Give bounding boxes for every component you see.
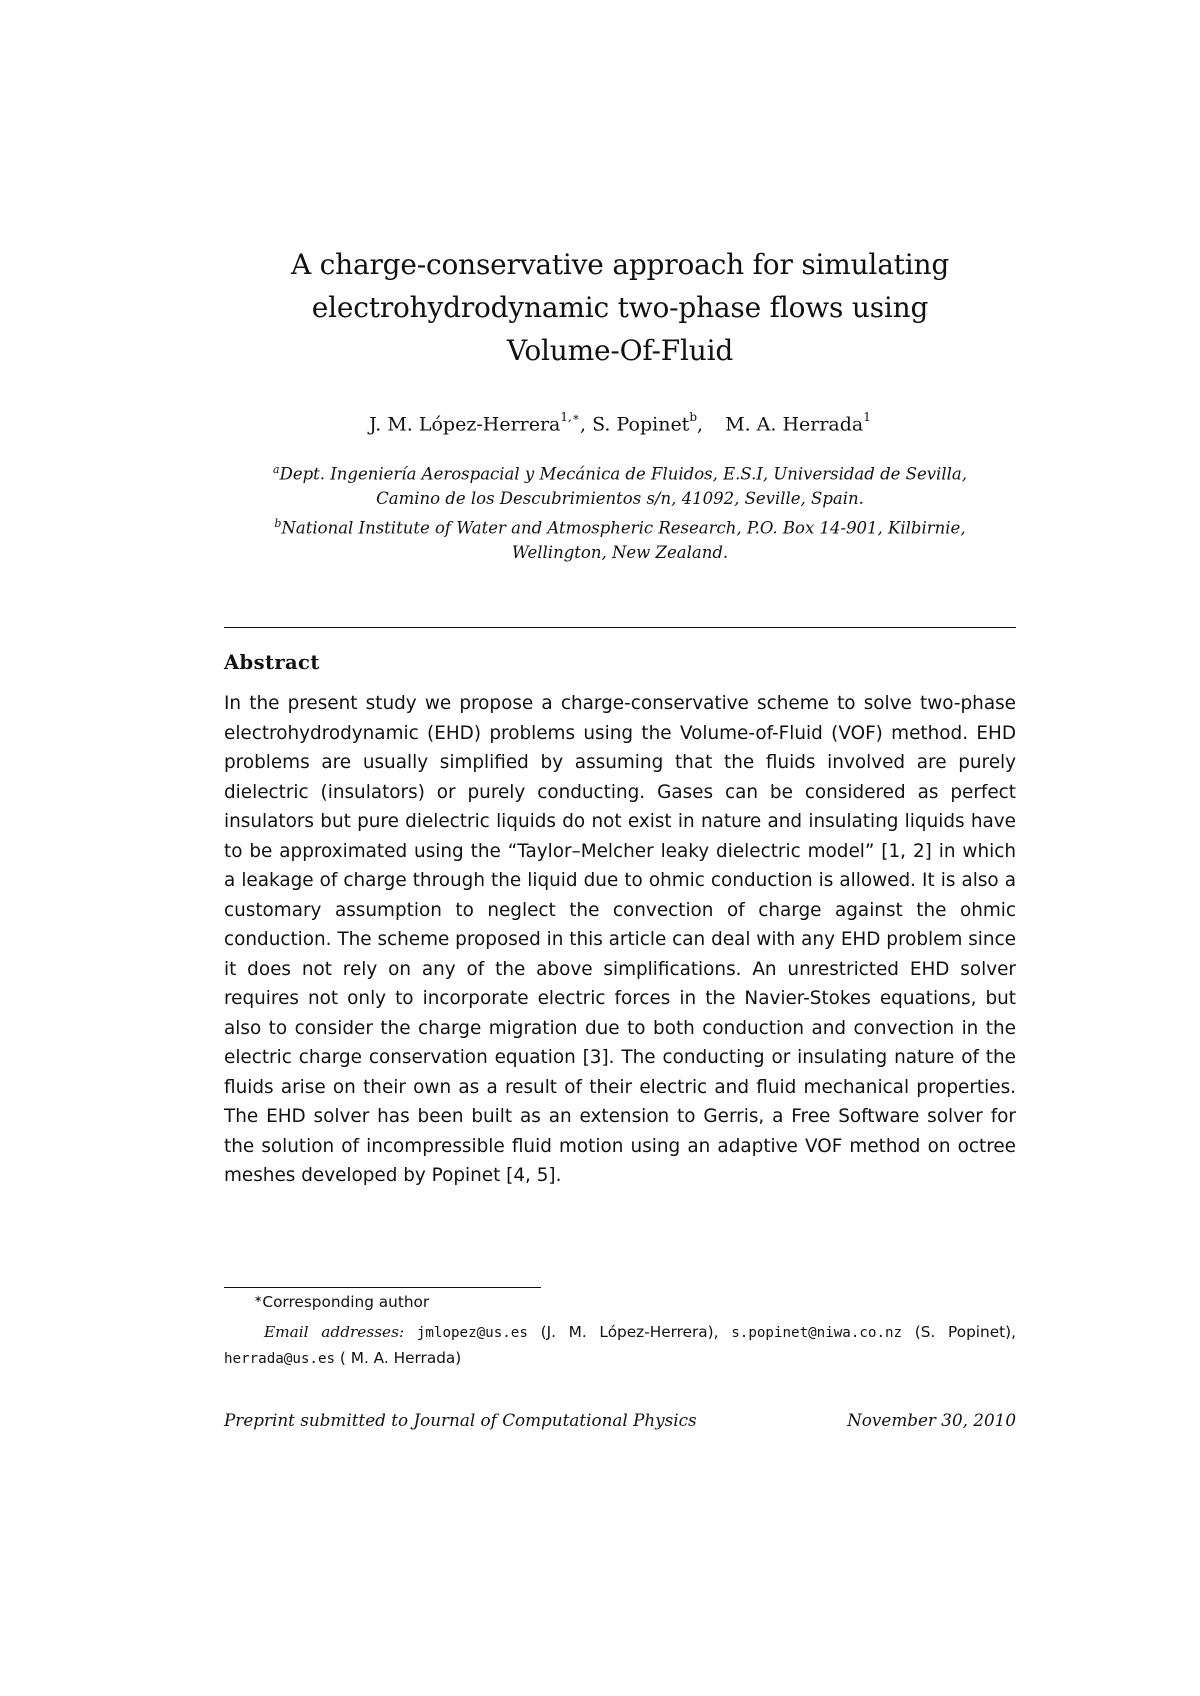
author-name: S. Popinet <box>592 413 690 436</box>
affiliation-mark: a <box>273 463 280 476</box>
corresponding-author-footnote <box>254 1293 429 1311</box>
author-name: M. A. Herrada <box>725 413 864 436</box>
abstract-heading: Abstract <box>224 651 320 674</box>
author-affiliation-mark: b <box>689 410 698 424</box>
author-affiliation-mark: 1,∗ <box>560 410 580 424</box>
email-owner: ( M. A. Herrada) <box>339 1349 462 1367</box>
affiliation-a-line-1 <box>0 458 1200 487</box>
author-name: J. M. López-Herrera <box>369 413 561 436</box>
title-line-1: A charge-conservative approach for simulating <box>290 248 950 281</box>
author-affiliation-mark: 1 <box>863 410 871 424</box>
affiliation-b-line-1 <box>0 512 1200 541</box>
author-separator: , <box>580 413 587 436</box>
affiliation-a-line-2: Camino de los Descubrimientos s/n, 41092, Seville, Spain. <box>376 489 864 509</box>
title-line-2: electrohydrodynamic two-phase flows using <box>311 291 929 324</box>
email-address[interactable]: s.popinet@niwa.co.nz <box>731 1325 903 1341</box>
author-separator: , <box>697 413 704 436</box>
page-footer <box>224 1410 1016 1434</box>
abstract-body: In the present study we propose a charge-conservative scheme to solve two-phase electrohydrodynamic (EHD) problems using the Volume-of-Fluid (VOF) method. EHD problems are usually simplified by assuming that the fluids involved are purely dielectric (insulators) or purely conducting. Gases can be considered as perfect insulators but pure dielectric liquids do not exist in nature and insulating liquids have to be approximated using the “Taylor–Melcher leaky dielectric model” [1, 2] in which a leakage of charge through the liquid due to ohmic conduction is allowed. It is also a customary assumption to neglect the convection of charge against the ohmic conduction. The scheme proposed in this article can deal with any EHD problem since it does not rely on any of the above simplifications. An unrestricted EHD solver requires not only to incorporate electric forces in the Navier-Stokes equations, but also to consider the charge migration due to both conduction and convection in the electric charge conservation equation [3]. The conducting or insulating nature of the fluids arise on their own as a result of their electric and fluid mechanical properties. The EHD solver has been built as an extension to Gerris, a Free Software solver for the solution of incompressible fluid motion using an adaptive VOF method on octree meshes developed by Popinet [4, 5]. <box>224 693 1016 1186</box>
footnote-rule <box>224 1287 541 1288</box>
affiliation-text: National Institute of Water and Atmospheric Research, P.O. Box 14-901, Kilbirnie, <box>281 518 966 538</box>
title-line-3: Volume-Of-Fluid <box>506 334 734 367</box>
email-owner: (J. M. López-Herrera), <box>540 1323 719 1341</box>
email-address[interactable]: jmlopez@us.es <box>416 1325 528 1341</box>
affiliation-b-line-2: Wellington, New Zealand. <box>511 543 729 563</box>
affiliation-text: Dept. Ingeniería Aerospacial y Mecánica de Fluidos, E.S.I, Universidad de Sevilla, <box>279 464 967 484</box>
footnote-mark: ∗ <box>254 1294 263 1305</box>
footnote-text: Corresponding author <box>262 1293 430 1311</box>
preprint-note: Preprint submitted to Journal of Computational Physics <box>224 1410 697 1430</box>
email-footnote <box>224 1320 1016 1372</box>
email-owner: (S. Popinet), <box>914 1323 1016 1341</box>
affiliation-mark: b <box>274 516 282 530</box>
preprint-date: November 30, 2010 <box>847 1410 1016 1430</box>
abstract-top-rule <box>224 627 1016 628</box>
affiliations <box>0 458 1200 566</box>
email-address[interactable]: herrada@us.es <box>224 1351 336 1367</box>
email-label: Email addresses: <box>264 1323 405 1341</box>
author-list <box>0 412 1200 435</box>
paper-title <box>0 243 1200 372</box>
